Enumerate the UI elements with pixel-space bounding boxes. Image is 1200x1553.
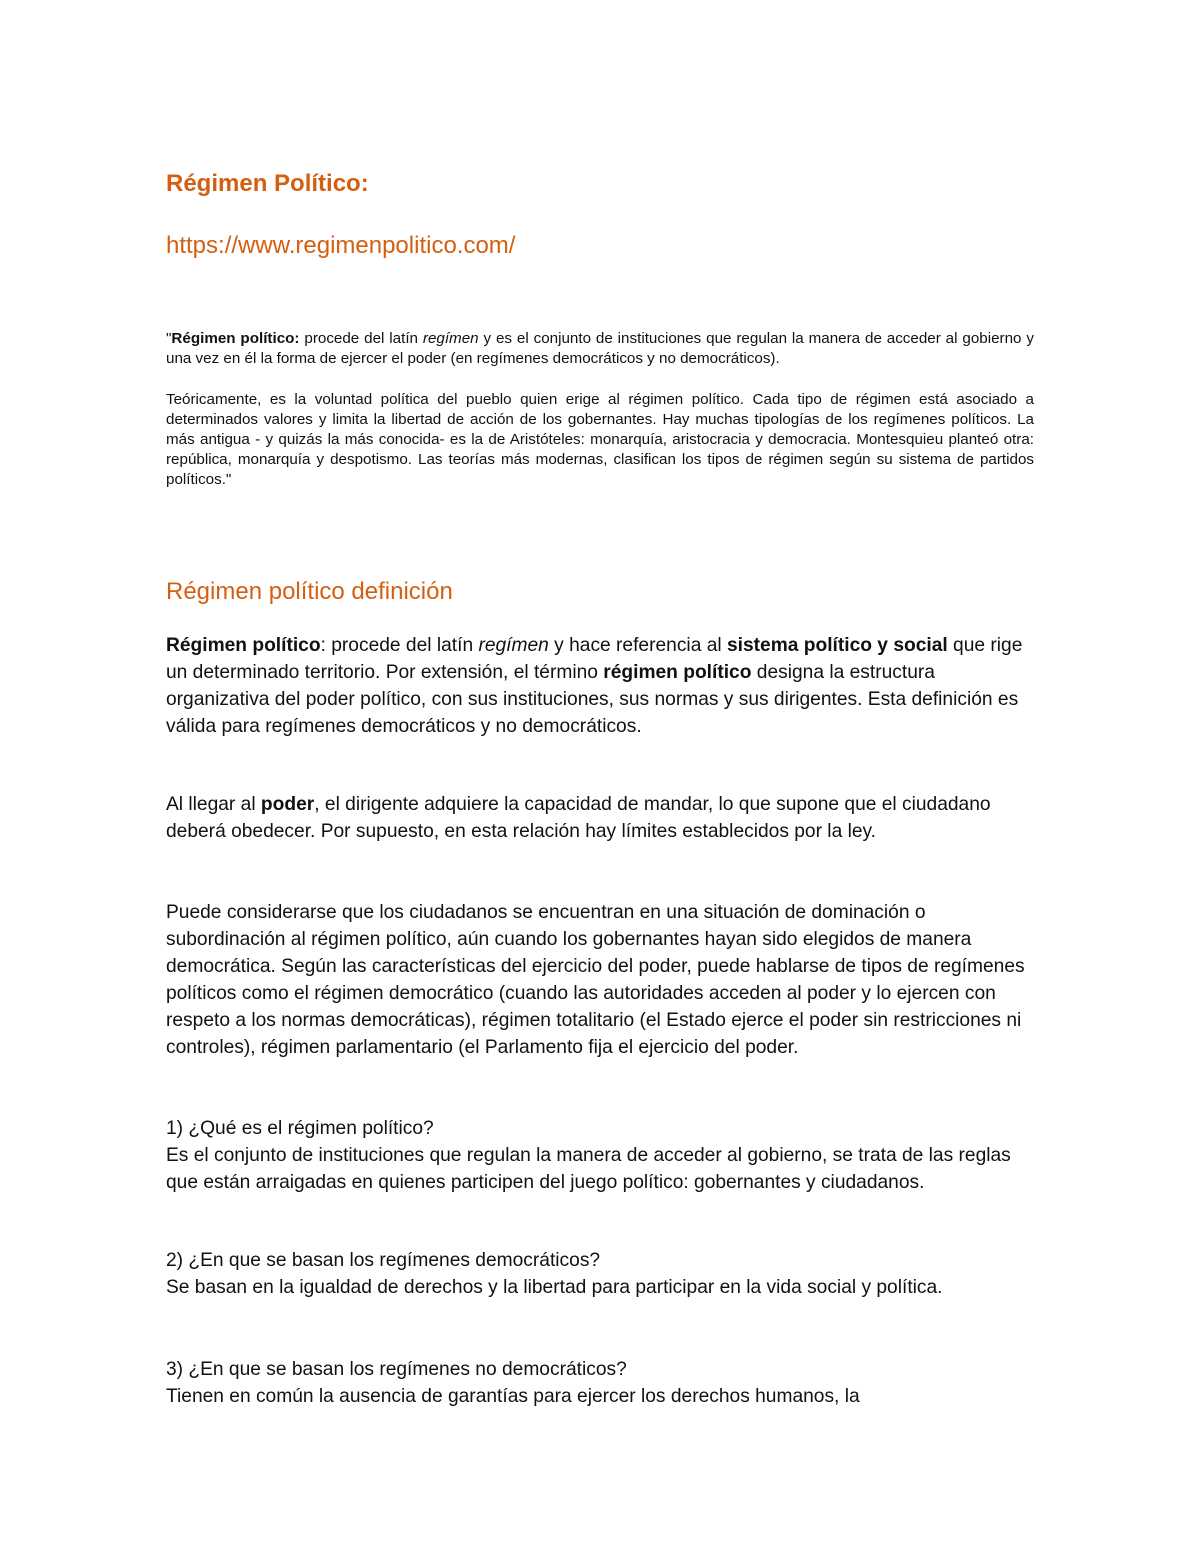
definition-term: Régimen político [166, 635, 321, 656]
faq-answer: Es el conjunto de instituciones que regulan la manera de acceder al gobierno, se trata de las reglas que están arraigadas en quienes participen del juego político: gobernantes y ciudadanos. [166, 1145, 1011, 1193]
faq-question: 2) ¿En que se basan los regímenes democráticos? [166, 1250, 601, 1271]
definition-emphasis: sistema político y social [726, 635, 948, 656]
definition-text: : procede del latín [320, 635, 479, 656]
definition-paragraph [166, 632, 1034, 740]
definition-latin-term: regímen [478, 635, 549, 656]
faq-answer: Se basan en la igualdad de derechos y la libertad para participar en la vida social y política. [166, 1277, 943, 1298]
quote-paragraph-1 [166, 329, 1034, 369]
definition-text: que rige un determinado territorio. Por extensión, el término [166, 635, 1023, 683]
power-text: , el dirigente adquiere la capacidad de mandar, lo que supone que el ciudadano deberá obedecer. Por supuesto, en esta relación hay límites establecidos por la ley. [166, 794, 991, 842]
faq-question: 1) ¿Qué es el régimen político? [166, 1118, 434, 1139]
faq-item [166, 1247, 1034, 1301]
power-term: poder [260, 794, 315, 815]
power-text: Al llegar al [166, 794, 261, 815]
section-title: Régimen político definición [166, 578, 453, 605]
faq-answer: Tienen en común la ausencia de garantías para ejercer los derechos humanos, la [166, 1386, 860, 1407]
definition-emphasis: régimen político [603, 662, 752, 683]
faq-question: 3) ¿En que se basan los regímenes no democráticos? [166, 1359, 627, 1380]
faq-item [166, 1115, 1034, 1196]
quote-paragraph-2: Teóricamente, es la voluntad política del pueblo quien erige al régimen político. Cada tipo de régimen está asociado a determinados valores y limita la libertad de acción de los gobernantes. Hay muchas tipologías de los regímenes políticos. La más antigua - y quizás la más conocida- es la de Aristóteles: monarquía, aristocracia y democracia. Montesquieu planteó otra: república, monarquía y despotismo. Las teorías más modernas, clasifican los tipos de régimen según su sistema de partidos políticos." [166, 391, 1034, 488]
quote-text: procede del latín [299, 330, 423, 347]
quote-term: Régimen político: [171, 330, 300, 347]
definition-text: designa la estructura organizativa del poder político, con sus instituciones, sus normas y sus dirigentes. Esta definición es válida para regímenes democráticos y no democráticos. [166, 662, 1019, 737]
page-title: Régimen Político: [166, 170, 369, 197]
quote-latin-term: regímen [422, 330, 479, 347]
quote-open-mark: " [166, 330, 172, 347]
faq-item [166, 1356, 1034, 1410]
definition-text: y hace referencia al [548, 635, 727, 656]
subordination-paragraph: Puede considerarse que los ciudadanos se encuentran en una situación de dominación o subordinación al régimen político, aún cuando los gobernantes hayan sido elegidos de manera democrática. Según las características del ejercicio del poder, puede hablarse de tipos de regímenes políticos como el régimen democrático (cuando las autoridades acceden al poder y lo ejercen con respeto a los normas democráticas), régimen totalitario (el Estado ejerce el poder sin restricciones ni controles), régimen parlamentario (el Parlamento fija el ejercicio del poder. [166, 902, 1025, 1058]
quote-text: y es el conjunto de instituciones que regulan la manera de acceder al gobierno y una vez en él la forma de ejercer el poder (en regímenes democráticos y no democráticos). [166, 330, 1034, 367]
source-url: https://www.regimenpolitico.com/ [166, 232, 516, 259]
power-paragraph [166, 791, 1034, 845]
